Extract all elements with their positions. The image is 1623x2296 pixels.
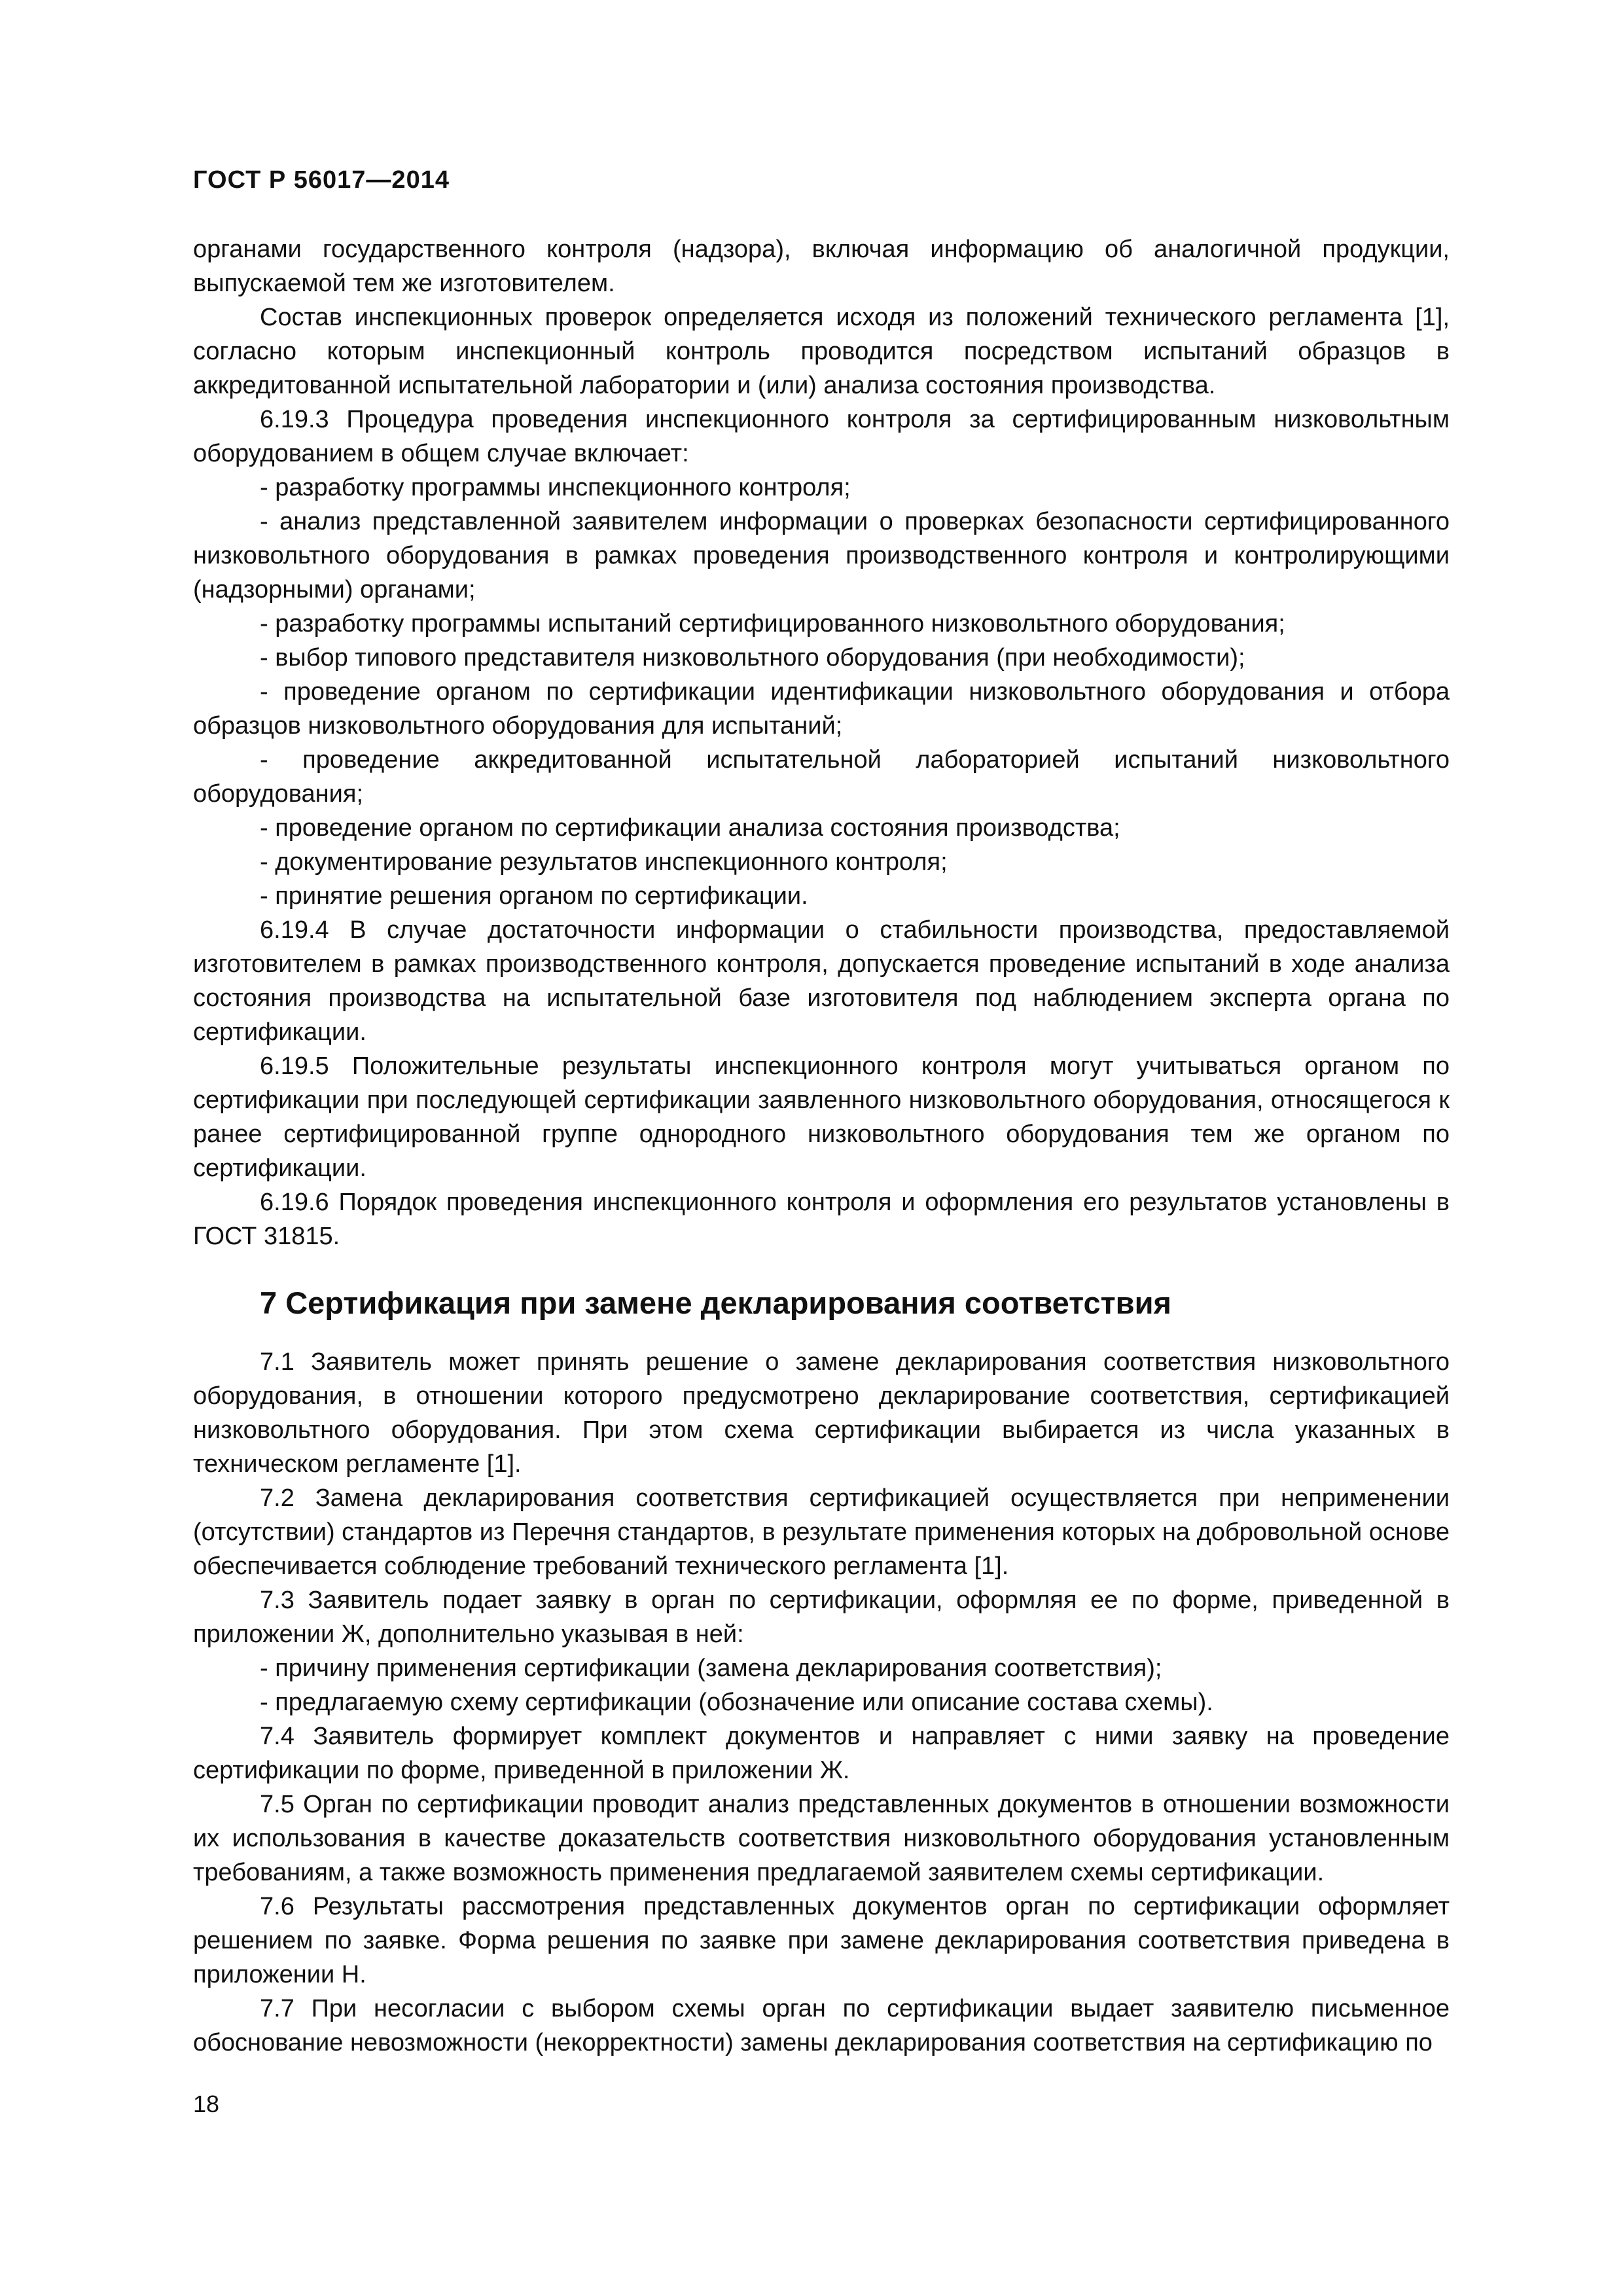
standard-header: ГОСТ Р 56017—2014 xyxy=(193,166,450,194)
list-item: - принятие решения органом по сертификации. xyxy=(260,882,808,910)
clause-7-2: 7.2 Замена декларирования соответствия сертификацией осуществляется при неприменении (отсутствии) стандартов из Перечня стандартов, в результате применения которых на добровольной основе обеспечивается соблюдение требований технического регламента [1]. xyxy=(193,1484,1450,1580)
clause-6-19-6: 6.19.6 Порядок проведения инспекционного контроля и оформления его результатов установлены в ГОСТ 31815. xyxy=(193,1189,1450,1250)
paragraph: органами государственного контроля (надзора), включая информацию об аналогичной продукции, выпускаемой тем же изготовителем. xyxy=(193,236,1450,297)
list-item: - разработку программы испытаний сертифицированного низковольтного оборудования; xyxy=(260,610,1285,637)
clause-6-19-5: 6.19.5 Положительные результаты инспекционного контроля могут учитываться органом по сертификации при последующей сертификации заявленного низковольтного оборудования, относящегося к ранее сертифицированной группе однородного низковольтного оборудования тем же органом по сертификации. xyxy=(193,1052,1450,1182)
clause-7-4: 7.4 Заявитель формирует комплект документов и направляет с ними заявку на проведение сертификации по форме, приведенной в приложении Ж. xyxy=(193,1723,1450,1784)
list-item: - разработку программы инспекционного контроля; xyxy=(260,474,851,501)
clause-6-19-4: 6.19.4 В случае достаточности информации о стабильности производства, предоставляемой изготовителем в рамках производственного контроля, допускается проведение испытаний в ходе анализа состояния производства на испытательной базе изготовителя под наблюдением эксперта органа по сертификации. xyxy=(193,916,1450,1046)
page-body xyxy=(193,232,1450,2060)
list-item: - выбор типового представителя низковольтного оборудования (при необходимости); xyxy=(260,644,1245,672)
list-item: - проведение органом по сертификации анализа состояния производства; xyxy=(260,814,1120,842)
list-item: - предлагаемую схему сертификации (обозначение или описание состава схемы). xyxy=(260,1689,1213,1716)
clause-7-6: 7.6 Результаты рассмотрения представленных документов орган по сертификации оформляет решением по заявке. Форма решения по заявке при замене декларирования соответствия приведена в приложении Н. xyxy=(193,1893,1450,1988)
list-item: - проведение аккредитованной испытательной лабораторией испытаний низковольтного оборудования; xyxy=(193,746,1450,808)
clause-6-19-3: 6.19.3 Процедура проведения инспекционного контроля за сертифицированным низковольтным оборудованием в общем случае включает: xyxy=(193,406,1450,467)
list-item: - причину применения сертификации (замена декларирования соответствия); xyxy=(260,1655,1162,1682)
page-number: 18 xyxy=(193,2090,220,2117)
list-item: - проведение органом по сертификации идентификации низковольтного оборудования и отбора образцов низковольтного оборудования для испытаний; xyxy=(193,678,1450,740)
clause-7-5: 7.5 Орган по сертификации проводит анализ представленных документов в отношении возможности их использования в качестве доказательств соответствия низковольтного оборудования установленным требованиям, а также возможность применения предлагаемой заявителем схемы сертификации. xyxy=(193,1791,1450,1886)
clause-7-7: 7.7 При несогласии с выбором схемы орган по сертификации выдает заявителю письменное обоснование невозможности (некорректности) замены декларирования соответствия на сертификацию по xyxy=(193,1995,1450,2056)
clause-7-1: 7.1 Заявитель может принять решение о замене декларирования соответствия низковольтного оборудования, в отношении которого предусмотрено декларирование соответствия, сертификацией низковольтного оборудования. При этом схема сертификации выбирается из числа указанных в техническом регламенте [1]. xyxy=(193,1348,1450,1478)
paragraph: Состав инспекционных проверок определяется исходя из положений технического регламента [1], согласно которым инспекционный контроль проводится посредством испытаний образцов в аккредитованной испытательной лаборатории и (или) анализа состояния производства. xyxy=(193,304,1450,399)
section-7-title: 7 Сертификация при замене декларирования соответствия xyxy=(260,1285,1171,1320)
list-item: - анализ представленной заявителем информации о проверках безопасности сертифицированного низковольтного оборудования в рамках проведения производственного контроля и контролирующими (надзорными) органами; xyxy=(193,508,1450,603)
list-item: - документирование результатов инспекционного контроля; xyxy=(260,848,948,876)
clause-7-3: 7.3 Заявитель подает заявку в орган по сертификации, оформляя ее по форме, приведенной в приложении Ж, дополнительно указывая в ней: xyxy=(193,1587,1450,1648)
